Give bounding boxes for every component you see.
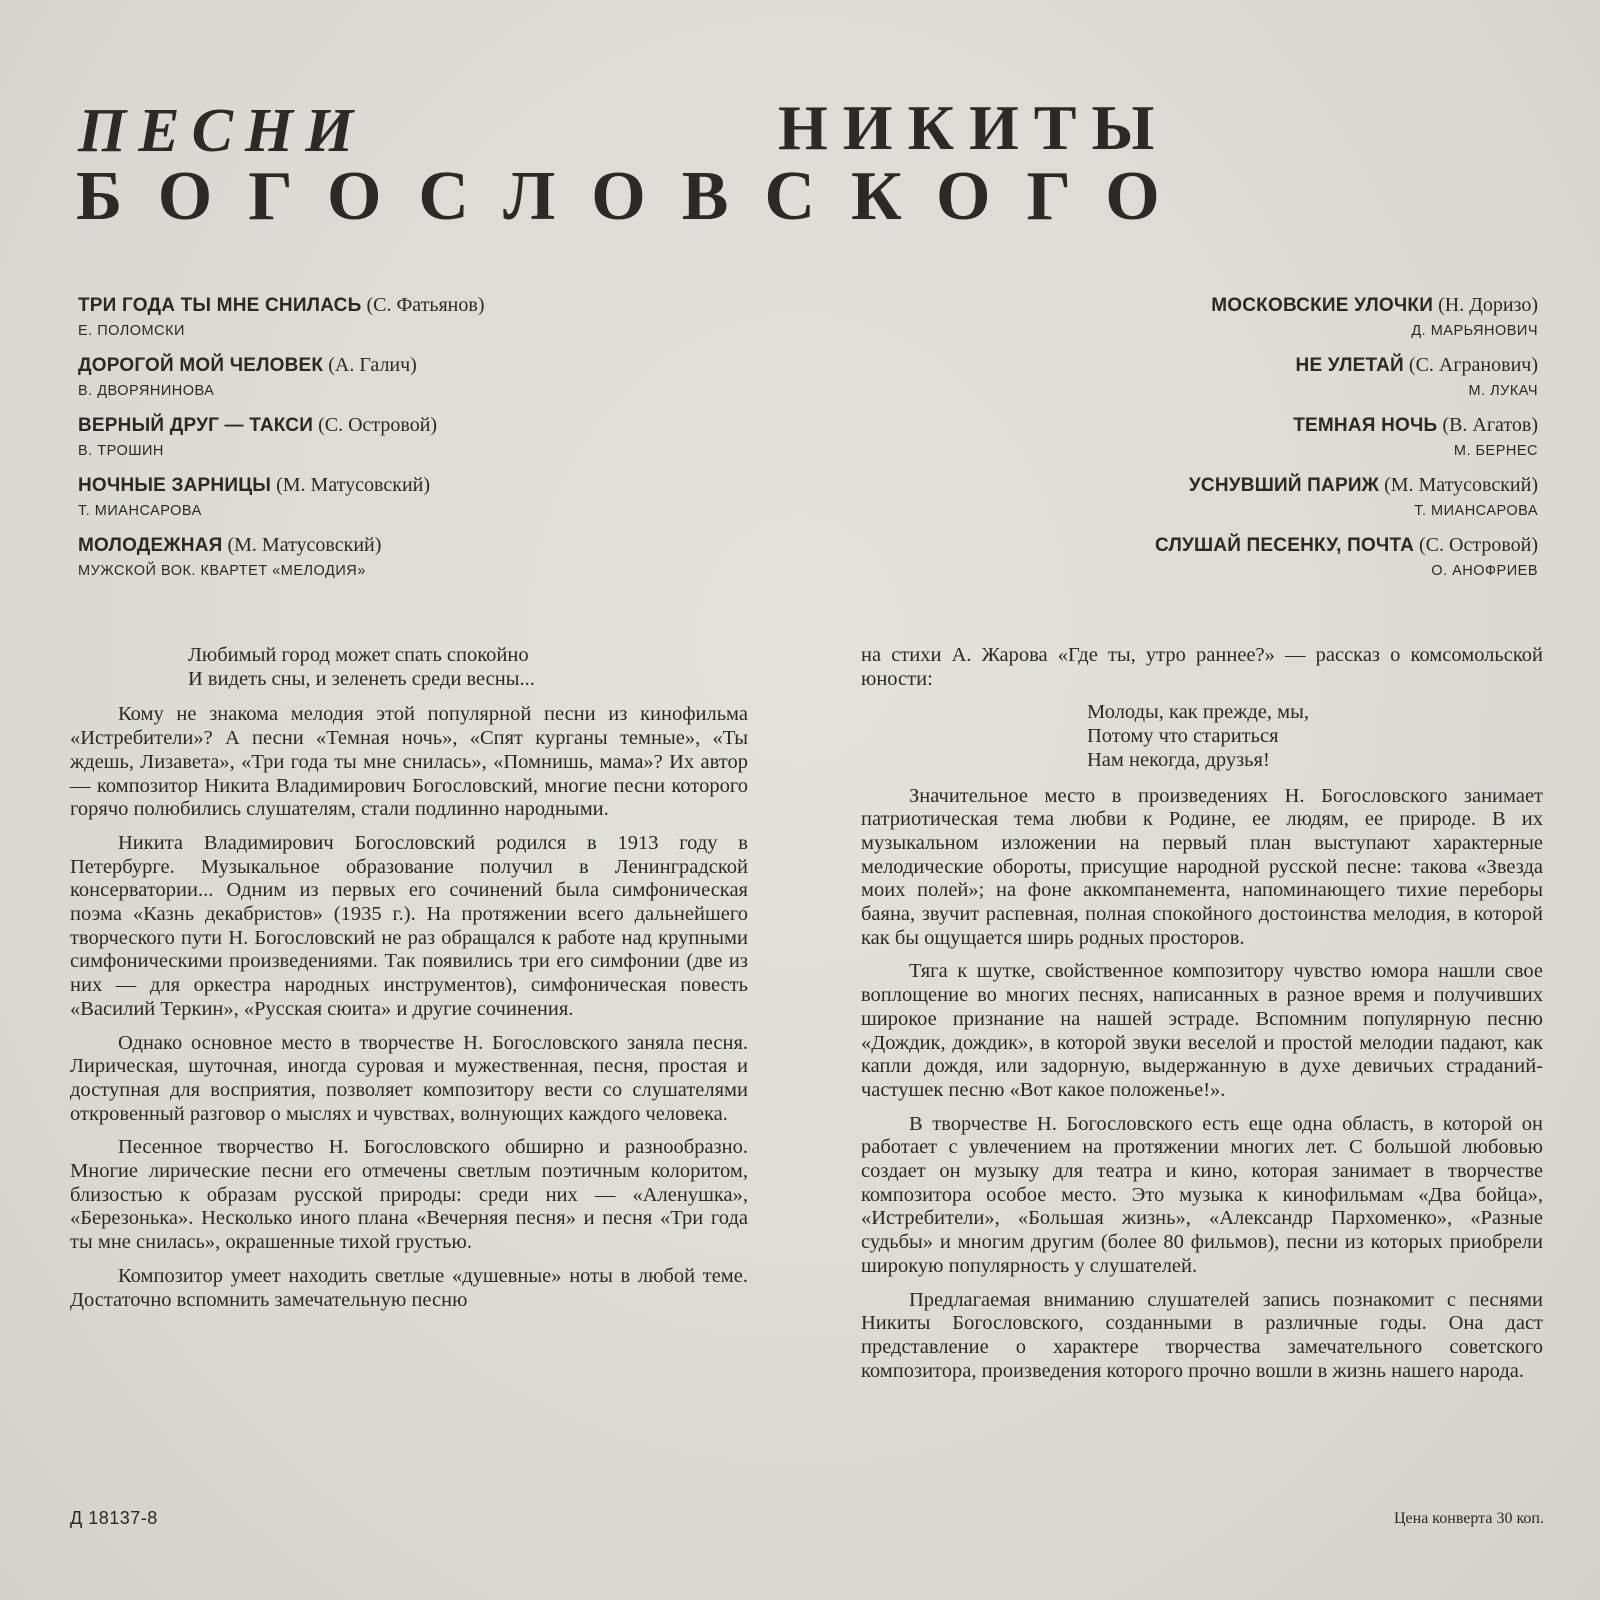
track-item: [78, 472, 638, 532]
track-performer: М. ЛУКАЧ: [1468, 383, 1538, 399]
track-name: МОЛОДЕЖНАЯ: [78, 535, 223, 556]
track-item: [918, 352, 1538, 412]
track-performer: Т. МИАНСАРОВА: [1414, 503, 1538, 519]
paragraph: В творчестве Н. Богословского есть еще одна область, в которой он работает с увлечением на протяжении многих лет. С большой любовью создает он музыку для театра и кино, которая занимает в творчестве композитора особое место. Это музыка к кинофильмам «Два бойца», «Истребители», «Большая жизнь», «Александр Пархоменко», «Разные судьбы» и многим другим (более 80 фильмов), песни из которых приобрели широкую популярность у слушателей.: [861, 1112, 1543, 1277]
track-lyricist: (С. Агранович): [1408, 354, 1538, 376]
verse-line: Нам некогда, друзья!: [1087, 748, 1270, 771]
epigraph-line: И видеть сны, и зеленеть среди весны...: [188, 667, 535, 690]
track-item: [918, 532, 1538, 592]
paragraph: Однако основное место в творчестве Н. Богословского заняла песня. Лирическая, шуточная, иногда суровая и мужественная, песня, простая и доступная для восприятия, позволяет композитору вести со слушателями откровенный разговор о мыслях и чувствах, волнующих каждого человека.: [70, 1031, 748, 1125]
paragraph: Песенное творчество Н. Богословского обширно и разнообразно. Многие лирические песни его отмечены светлым поэтичным колоритом, близостью к образам русской природы: среди них — «Аленушка», «Березонька». Несколько иного плана «Вечерняя песня» и песня «Три года ты мне снилась», окрашенные тихой грустью.: [70, 1136, 748, 1254]
track-lyricist: (М. Матусовский): [227, 534, 382, 556]
track-name: СЛУШАЙ ПЕСЕНКУ, ПОЧТА: [1155, 535, 1415, 556]
track-performer: М. БЕРНЕС: [1453, 443, 1538, 459]
track-name: ТРИ ГОДА ТЫ МНЕ СНИЛАСЬ: [78, 295, 362, 316]
liner-notes-left-column: [70, 644, 748, 1322]
track-lyricist: (В. Агатов): [1442, 414, 1538, 436]
track-item: [918, 412, 1538, 472]
title-word-pesni: ПЕСНИ: [78, 97, 366, 165]
track-performer: МУЖСКОЙ ВОК. КВАРТЕТ «МЕЛОДИЯ»: [78, 563, 366, 579]
paragraph: Никита Владимирович Богословский родился в 1913 году в Петербурге. Музыкальное образование получил в Ленинградской консерватории... Одним из первых его сочинений была симфоническая поэма «Казнь декабристов» (1935 г.). На протяжении всего дальнейшего творческого пути Н. Богословский не раз обращался к работе над крупными симфоническими произведениями. Так появились три его симфонии (две из них — для оркестра народных инструментов), симфоническая повесть «Василий Теркин», «Русская сюита» и другие сочинения.: [70, 831, 748, 1020]
track-item: [78, 292, 638, 352]
track-lyricist: (А. Галич): [328, 354, 417, 376]
paragraph: Предлагаемая вниманию слушателей запись познакомит с песнями Никиты Богословского, созданными в различные годы. Она даст представление о характере творчества замечательного советского композитора, произведения которого прочно вошли в жизнь нашего народа.: [861, 1288, 1543, 1382]
track-item: [78, 352, 638, 412]
track-name: НЕ УЛЕТАЙ: [1295, 355, 1404, 376]
paragraph: Композитор умеет находить светлые «душевные» ноты в любой теме. Достаточно вспомнить замечательную песню: [70, 1264, 748, 1311]
track-name: МОСКОВСКИЕ УЛОЧКИ: [1211, 295, 1434, 316]
track-item: [918, 292, 1538, 352]
title-word-bogoslovskogo: БОГОСЛОВСКОГО: [76, 158, 1196, 235]
track-performer: Т. МИАНСАРОВА: [78, 503, 202, 519]
epigraph-line: Любимый город может спать спокойно: [188, 644, 529, 666]
paragraph-continued: на стихи А. Жарова «Где ты, утро раннее?» — рассказ о комсомольской юности:: [861, 644, 1543, 690]
track-lyricist: (М. Матусовский): [1384, 474, 1538, 496]
track-list-side-2: [918, 292, 1538, 592]
track-name: ТЕМНАЯ НОЧЬ: [1293, 415, 1438, 436]
track-name: УСНУВШИЙ ПАРИЖ: [1188, 475, 1380, 496]
sleeve-price: Цена конверта 30 коп.: [1393, 1510, 1544, 1527]
track-item: [918, 472, 1538, 532]
track-performer: В. ТРОШИН: [78, 443, 164, 459]
verse-line: Молоды, как прежде, мы,: [1087, 701, 1310, 724]
verse-line: Потому что стариться: [1087, 725, 1279, 748]
track-list-side-1: [78, 292, 638, 592]
catalog-number: Д 18137-8: [70, 1508, 158, 1528]
track-item: [78, 532, 638, 592]
track-performer: О. АНОФРИЕВ: [1431, 563, 1538, 579]
track-lyricist: (С. Фатьянов): [366, 294, 485, 316]
track-lyricist: (С. Островой): [318, 414, 438, 436]
track-lyricist: (С. Островой): [1419, 534, 1538, 556]
track-lyricist: (М. Матусовский): [276, 474, 431, 496]
track-lyricist: (Н. Доризо): [1438, 294, 1538, 316]
verse-quote: [861, 701, 1543, 772]
paragraph: Кому не знакома мелодия этой популярной песни из кинофильма «Истребители»? А песни «Темная ночь», «Спят курганы темные», «Ты ждешь, Лизавета», «Три года ты мне снилась», «Помнишь, мама»? Их автор — композитор Никита Владимирович Богословский, многие песни которого горячо полюбились слушателям, стали подлинно народными.: [70, 703, 748, 821]
track-item: [78, 412, 638, 472]
track-performer: Е. ПОЛОМСКИ: [78, 323, 185, 339]
track-name: ДОРОГОЙ МОЙ ЧЕЛОВЕК: [78, 355, 324, 376]
paragraph: Значительное место в произведениях Н. Богословского занимает патриотическая тема любви к Родине, ее людям, ее природе. В их музыкальном изложении на первый план выступают характерные мелодические обороты, присущие народной русской песне: такова «Звезда моих полей»; на фоне аккомпанемента, напоминающего тихие переборы баяна, звучит распевная, полная спокойного достоинства мелодия, в которой как бы ощущается ширь родных просторов.: [861, 784, 1543, 949]
track-performer: В. ДВОРЯНИНОВА: [78, 383, 215, 399]
epigraph: [70, 644, 748, 691]
track-performer: Д. МАРЬЯНОВИЧ: [1411, 323, 1538, 339]
track-name: НОЧНЫЕ ЗАРНИЦЫ: [78, 475, 272, 496]
liner-notes-right-column: [861, 644, 1543, 1393]
track-name: ВЕРНЫЙ ДРУГ — ТАКСИ: [78, 415, 314, 436]
title-word-nikity: НИКИТЫ: [778, 92, 1170, 163]
paragraph: Тяга к шутке, свойственное композитору чувство юмора нашли свое воплощение во многих песнях, написанных в разное время и получивших широкое признание на нашей эстраде. Вспомним популярную песню «Дождик, дождик», в которой звуки веселой и простой мелодии падают, как капли дождя, или задорную, выдержанную в духе девичьих страданий-частушек песню «Вот какое положенье!».: [861, 960, 1543, 1101]
